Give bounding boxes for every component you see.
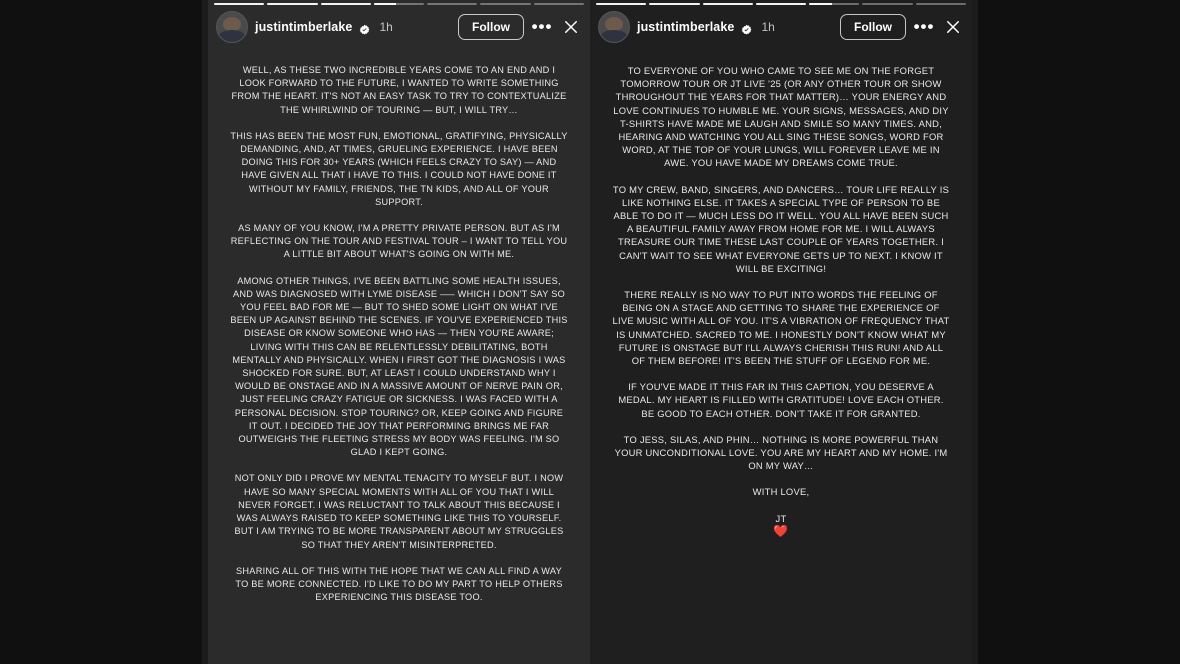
caption-paragraph: THIS HAS BEEN THE MOST FUN, EMOTIONAL, GRATIFYING, PHYSICALLY DEMANDING, AND, AT TIMES, GRUELING EXPERIENCE. I HAVE BEEN DOING THIS FOR 30+ YEARS (WHICH FEELS CRAZY TO SAY) — AND HAVE GIVEN ALL THAT I HAVE TO THIS. I COULD NOT HAVE DONE IT WITHOUT MY FAMILY, FRIENDS, THE TN KIDS, AND ALL OF YOUR SUPPORT. bbox=[230, 130, 568, 207]
close-icon[interactable] bbox=[560, 16, 582, 38]
verified-badge-icon bbox=[741, 22, 752, 33]
story-progress-bar[interactable] bbox=[596, 3, 966, 5]
avatar[interactable] bbox=[598, 11, 630, 43]
progress-segment bbox=[756, 3, 806, 5]
follow-button[interactable]: Follow bbox=[458, 14, 524, 40]
username-label[interactable]: justintimberlake bbox=[255, 20, 353, 34]
stories-container bbox=[208, 0, 972, 664]
heart-emoji-icon: ❤️ bbox=[773, 523, 789, 538]
close-icon[interactable] bbox=[942, 16, 964, 38]
caption-paragraph: TO EVERYONE OF YOU WHO CAME TO SEE ME ON THE FORGET TOMORROW TOUR OR JT LIVE '25 (OR ANY OTHER TOUR OR SHOW THROUGHOUT THE YEARS FOR THAT MATTER)… YOUR ENERGY AND LOVE CONTINUES TO HUMBLE ME. YOUR SIGNS, MESSAGES, AND DIY T-SHIRTS HAVE MADE ME LAUGH AND SMILE SO MANY TIMES. AND, HEARING AND WATCHING YOU ALL SING THESE SONGS, WORD FOR WORD, AT THE TOP OF YOUR LUNGS, WILL FOREVER LEAVE ME IN AWE. YOU HAVE MADE MY DREAMS COME TRUE. bbox=[613, 65, 949, 169]
story-caption-right bbox=[590, 64, 972, 538]
caption-paragraph: SHARING ALL OF THIS WITH THE HOPE THAT WE CAN ALL FIND A WAY TO BE MORE CONNECTED. I'D LIKE TO DO MY PART TO HELP OTHERS EXPERIENCING THIS DISEASE TOO. bbox=[235, 565, 563, 603]
caption-paragraph: THERE REALLY IS NO WAY TO PUT INTO WORDS THE FEELING OF BEING ON A STAGE AND GETTING TO SHARE THE EXPERIENCE OF LIVE MUSIC WITH ALL OF YOU. IT'S A VIBRATION OF FREQUENCY THAT IS UNMATCHED. SACRED TO ME. I HONESTLY DON'T KNOW WHAT MY FUTURE IS ONSTAGE BUT I'LL ALWAYS CHERISH THIS RUN! AND ALL OF THEM BEFORE! IT'S BEEN THE STUFF OF LEGEND FOR ME. bbox=[612, 289, 950, 367]
progress-segment bbox=[267, 3, 317, 5]
progress-segment-active bbox=[809, 3, 859, 5]
progress-segment bbox=[649, 3, 699, 5]
progress-segment bbox=[862, 3, 912, 5]
progress-segment bbox=[534, 3, 584, 5]
story-progress-bar[interactable] bbox=[214, 3, 584, 5]
previous-story-area[interactable] bbox=[0, 0, 218, 664]
caption-paragraph: NOT ONLY DID I PROVE MY MENTAL TENACITY TO MYSELF BUT. I NOW HAVE SO MANY SPECIAL MOMENTS WITH ALL OF YOU THAT I WILL NEVER FORGET. I WAS RELUCTANT TO TALK ABOUT THIS BECAUSE I WAS ALWAYS RAISED TO KEEP SOMETHING LIKE THIS TO YOURSELF. BUT I AM TRYING TO BE MORE TRANSPARENT ABOUT MY STRUGGLES SO THAT THEY AREN'T MISINTERPRETED. bbox=[234, 473, 564, 550]
story-header-right bbox=[598, 10, 964, 44]
caption-paragraph: IF YOU'VE MADE IT THIS FAR IN THIS CAPTION, YOU DESERVE A MEDAL. MY HEART IS FILLED WITH GRATITUDE! LOVE EACH OTHER. BE GOOD TO EACH OTHER. DON'T TAKE IT FOR GRANTED. bbox=[618, 381, 944, 419]
progress-segment-active bbox=[374, 3, 424, 5]
verified-badge-icon bbox=[359, 22, 370, 33]
caption-paragraph: AS MANY OF YOU KNOW, I'M A PRETTY PRIVATE PERSON. BUT AS I'M REFLECTING ON THE TOUR AND FESTIVAL TOUR – I WANT TO TELL YOU A LITTLE BIT ABOUT WHAT'S GOING ON WITH ME. bbox=[230, 223, 568, 260]
caption-signature: JT bbox=[775, 512, 787, 524]
follow-button[interactable]: Follow bbox=[840, 14, 906, 40]
progress-segment bbox=[427, 3, 477, 5]
story-card-left[interactable] bbox=[208, 0, 590, 664]
progress-segment bbox=[596, 3, 646, 5]
username-label[interactable]: justintimberlake bbox=[637, 20, 735, 34]
progress-segment bbox=[916, 3, 966, 5]
caption-paragraph: AMONG OTHER THINGS, I'VE BEEN BATTLING SOME HEALTH ISSUES, AND WAS DIAGNOSED WITH LYME DISEASE —– WHICH I DON'T SAY SO YOU FEEL BAD FOR ME — BUT TO SHED SOME LIGHT ON WHAT I'VE BEEN UP AGAINST BEHIND THE SCENES. IF YOU'VE EXPERIENCED THIS DISEASE OR KNOW SOMEONE WHO HAS — THEN YOU'RE AWARE; LIVING WITH THIS CAN BE RELENTLESSLY DEBILITATING, BOTH MENTALLY AND PHYSICALLY. WHEN I FIRST GOT THE DIAGNOSIS I WAS SHOCKED FOR SURE. BUT, AT LEAST I COULD UNDERSTAND WHY I WOULD BE ONSTAGE AND IN A MASSIVE AMOUNT OF NERVE PAIN OR, JUST FEELING CRAZY FATIGUE OR SICKNESS. I WAS FACED WITH A PERSONAL DECISION. STOP TOURING? OR, KEEP GOING AND FIGURE IT OUT. I DECIDED THE JOY THAT PERFORMING BRINGS ME FAR OUTWEIGHS THE FLEETING STRESS MY BODY WAS FEELING. I'M SO GLAD I KEPT GOING. bbox=[230, 275, 568, 458]
story-timestamp: 1h bbox=[761, 20, 775, 34]
story-header-left bbox=[216, 10, 582, 44]
progress-segment bbox=[214, 3, 264, 5]
story-timestamp: 1h bbox=[379, 20, 393, 34]
progress-segment bbox=[480, 3, 530, 5]
more-options-icon[interactable]: ••• bbox=[913, 17, 935, 36]
caption-paragraph: WELL, AS THESE TWO INCREDIBLE YEARS COME TO AN END AND I LOOK FORWARD TO THE FUTURE, I WANTED TO WRITE SOMETHING FROM THE HEART. IT'S NOT AN EASY TASK TO TRY TO CONTEXTUALIZE THE WHIRLWIND OF TOURING — BUT, I WILL TRY… bbox=[231, 65, 567, 115]
story-card-right[interactable] bbox=[590, 0, 972, 664]
story-caption-left bbox=[208, 64, 590, 617]
caption-paragraph: WITH LOVE, bbox=[752, 486, 810, 498]
caption-paragraph: TO MY CREW, BAND, SINGERS, AND DANCERS… TOUR LIFE REALLY IS LIKE NOTHING ELSE. IT TAKES A SPECIAL TYPE OF PERSON TO BE ABLE TO DO IT — MUCH LESS DO IT WELL. YOU ALL HAVE BEEN SUCH A BEAUTIFUL FAMILY AWAY FROM HOME FOR ME. I WILL ALWAYS TREASURE OUR TIME THESE LAST COUPLE OF YEARS TOGETHER. I CAN'T WAIT TO SEE WHAT EVERYONE GETS UP TO NEXT. I KNOW IT WILL BE EXCITING! bbox=[612, 183, 950, 274]
caption-paragraph: TO JESS, SILAS, AND PHIN… NOTHING IS MORE POWERFUL THAN YOUR UNCONDITIONAL LOVE. YOU ARE MY HEART AND MY HOME. I'M ON MY WAY… bbox=[614, 433, 948, 472]
progress-segment bbox=[703, 3, 753, 5]
avatar[interactable] bbox=[216, 11, 248, 43]
next-story-area[interactable] bbox=[962, 0, 1180, 664]
progress-segment bbox=[321, 3, 371, 5]
more-options-icon[interactable]: ••• bbox=[531, 17, 553, 36]
